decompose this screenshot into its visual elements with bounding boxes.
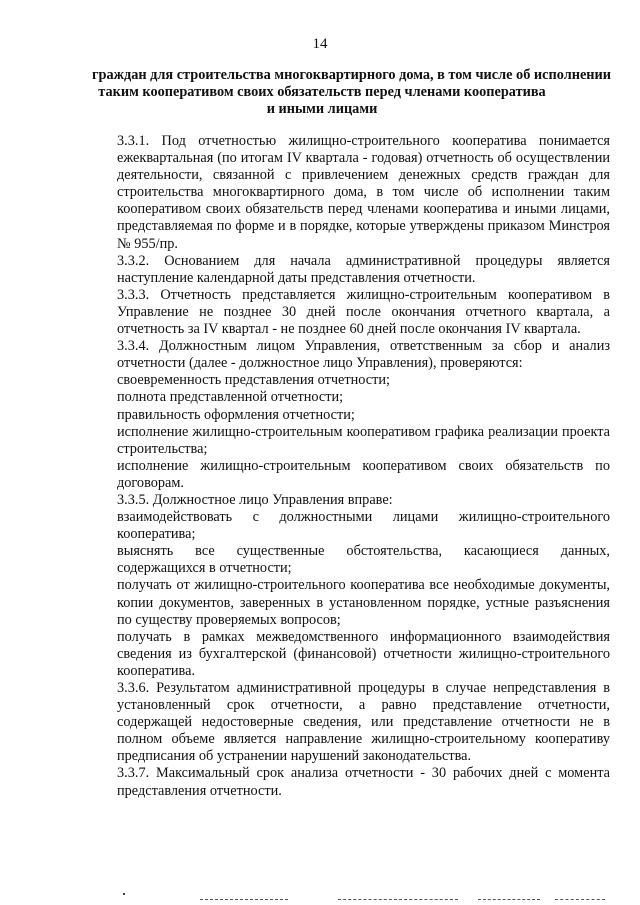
document-body — [117, 133, 610, 800]
paragraph-3-3-4: 3.3.4. Должностным лицом Управления, ответственным за сбор и анализ отчетности (далее - должностное лицо Управления), проверяются: — [117, 338, 610, 372]
right-item-interact: взаимодействовать с должностными лицами жилищно-строительного кооператива; — [117, 509, 610, 543]
paragraph-3-3-3: 3.3.3. Отчетность представляется жилищно-строительным кооперативом в Управление не позднее 30 дней после окончания отчетного квартала, а отчетность за IV квартал - не позднее 60 дней после окончания IV квартала. — [117, 286, 610, 338]
heading-line-2: таким кооперативом своих обязательств перед членами кооператива — [98, 84, 546, 100]
footer-rule — [200, 899, 288, 901]
check-item-obligations: исполнение жилищно-строительным кооперативом своих обязательств по договорам. — [117, 457, 610, 491]
page-number: 14 — [312, 36, 328, 52]
check-item-completeness: полнота представленной отчетности; — [117, 389, 344, 406]
check-item-timeliness: своевременность представления отчетности; — [117, 372, 391, 389]
footer-rule — [478, 899, 540, 901]
paragraph-3-3-2: 3.3.2. Основанием для начала административной процедуры является наступление календарной даты представления отчетности. — [117, 252, 610, 286]
check-item-schedule: исполнение жилищно-строительным кооперативом графика реализации проекта строительства; — [117, 423, 610, 457]
paragraph-3-3-1: 3.3.1. Под отчетностью жилищно-строительного кооператива понимается ежеквартальная (по итогам IV квартала - годовая) отчетность об осуществлении деятельности, связанной с привлечением денежных средств граждан для строительства многоквартирного дома, в том числе об исполнении таким кооперативом своих обязательств перед членами кооператива и иными лицами, представляемая по форме и в порядке, которые утверждены приказом Минстроя № 955/пр. — [117, 133, 610, 252]
paragraph-3-3-7: 3.3.7. Максимальный срок анализа отчетности - 30 рабочих дней с момента представления отчетности. — [117, 765, 610, 799]
right-item-obtain-documents: получать от жилищно-строительного кооператива все необходимые документы, копии документов, заверенных в установленном порядке, устные разъяснения по существу проверяемых вопросов; — [117, 577, 610, 628]
paragraph-3-3-5: 3.3.5. Должностное лицо Управления вправе: — [117, 491, 393, 508]
paragraph-3-3-6: 3.3.6. Результатом административной процедуры в случае непредставления в установленный срок отчетности, а равно представление отчетности, содержащей недостоверные сведения, или представление отчетности не в полном объеме является направление жилищно-строительному кооперативу предписания об устранении нарушений законодательства. — [117, 680, 610, 765]
scan-artifact-dot — [123, 893, 125, 895]
footer-rule — [555, 899, 605, 901]
footer-rule — [338, 899, 458, 901]
heading-line-3: и иными лицами — [266, 101, 378, 117]
section-heading — [92, 67, 612, 118]
right-item-interagency: получать в рамках межведомственного информационного взаимодействия сведения из бухгалтерской (финансовой) отчетности жилищно-строительного кооператива. — [117, 628, 610, 679]
check-item-correctness: правильность оформления отчетности; — [117, 406, 355, 423]
right-item-clarify: выяснять все существенные обстоятельства, касающиеся данных, содержащихся в отчетности; — [117, 543, 610, 577]
heading-line-1: граждан для строительства многоквартирного дома, в том числе об исполнении — [92, 67, 612, 83]
